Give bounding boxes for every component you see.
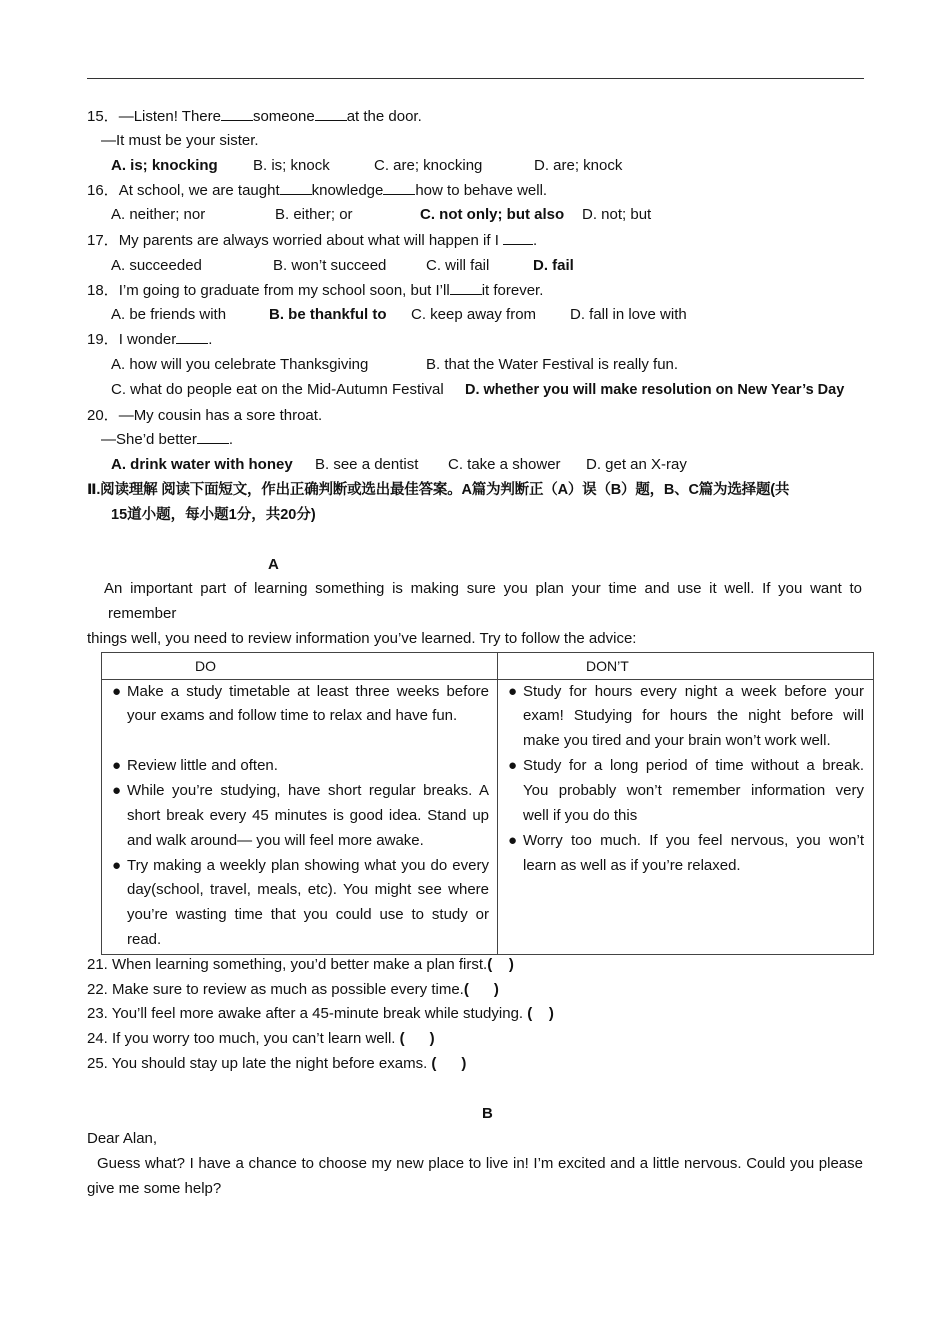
do-list: [102, 680, 497, 954]
stem-text: knowledge: [311, 182, 384, 199]
do-header-cell: [102, 653, 498, 680]
option-a: A. neither; nor: [111, 206, 206, 223]
answer-blank: [176, 330, 208, 344]
stem-text: it forever.: [481, 282, 544, 299]
letter-body: Guess what? I have a chance to choose my new place to live in! I’m excited and a little nervous. Could you please: [97, 1155, 863, 1172]
table-line: [508, 856, 864, 876]
option-a: A. drink water with honey: [111, 456, 293, 473]
table-line-text: you’re wasting time that you could use to study or: [127, 906, 489, 923]
statement-text: 24. If you worry too much, you can’t learn well.: [87, 1030, 400, 1047]
statement-25: [87, 1054, 466, 1074]
table-line: [508, 731, 864, 751]
option-b: B. be thankful to: [269, 306, 387, 323]
question-number: 20．: [87, 407, 119, 424]
table-line: [112, 806, 489, 826]
table-line: [508, 706, 864, 726]
question-number: 16．: [87, 182, 119, 199]
section-heading-cont: 15道小题，每小题1分，共20分): [111, 507, 316, 523]
table-line-text: exam! Studying for hours the night before will: [523, 707, 864, 724]
answer-blank: [280, 181, 312, 195]
answer-paren: ( ): [487, 956, 514, 973]
answer-paren: ( ): [463, 981, 499, 998]
table-line-text: While you’re studying, have short regular breaks. A: [127, 782, 489, 799]
question-15-reply: —It must be your sister.: [101, 132, 259, 149]
stem-text: at the door.: [346, 108, 422, 125]
table-line-text: Worry too much. If you feel nervous, you won’t: [523, 832, 864, 849]
answer-blank: [450, 281, 482, 295]
table-line-text: read.: [127, 931, 162, 948]
question-16-stem: [87, 181, 547, 201]
dont-cell: [498, 680, 874, 955]
answer-paren: ( ): [399, 1030, 435, 1047]
stem-text: At school, we are taught: [118, 182, 280, 199]
option-b: B. that the Water Festival is really fun.: [426, 356, 679, 373]
statement-text: 21. When learning something, you’d better make a plan first.: [87, 956, 488, 973]
table-line-text: You probably won’t remember information very: [523, 782, 864, 799]
table-line: [112, 706, 489, 726]
section-heading: Ⅱ.阅读理解 阅读下面短文，作出正确判断或选出最佳答案。A篇为判断正（A）误（B）题，B、C篇为选择题(共: [87, 482, 790, 498]
option-d: D. whether you will make resolution on New Year’s Day: [465, 382, 845, 398]
option-b: B. see a dentist: [315, 456, 419, 473]
table-line: [112, 781, 489, 801]
table-line: [508, 682, 864, 702]
table-line: [112, 930, 489, 950]
option-b: B. either; or: [275, 206, 353, 223]
table-line-text: short break every 45 minutes is good idea. Stand up: [127, 807, 489, 824]
table-line-text: Study for hours every night a week before your: [523, 683, 864, 700]
bullet-icon: ●: [112, 683, 122, 700]
option-a: A. be friends with: [111, 306, 227, 323]
letter-body-cont: give me some help?: [87, 1180, 222, 1197]
passage-a-intro: An important part of learning something is making sure you plan your time and use it well. If you want to: [104, 580, 862, 597]
question-19-stem: [87, 330, 212, 350]
stem-text: I wonder: [118, 331, 177, 348]
dont-header: DON’T: [586, 658, 629, 674]
answer-blank: [383, 181, 415, 195]
table-line-text: Review little and often.: [127, 757, 278, 774]
option-d: D. fall in love with: [570, 306, 687, 323]
stem-text: .: [533, 232, 538, 249]
passage-a-intro-cont: remember: [108, 605, 177, 622]
answer-blank: [315, 107, 347, 121]
stem-text: .: [228, 431, 234, 448]
bullet-icon: ●: [508, 832, 518, 849]
table-line: [112, 905, 489, 925]
statement-text: 23. You’ll feel more awake after a 45-minute break while studying.: [87, 1005, 528, 1022]
stem-text: My parents are always worried about what will happen if I: [118, 232, 499, 249]
table-line: [508, 806, 864, 826]
answer-blank: [503, 231, 533, 245]
statement-text: 22. Make sure to review as much as possible every time.: [87, 981, 464, 998]
option-d: D. get an X-ray: [586, 456, 687, 473]
question-15-stem: [87, 107, 422, 127]
option-b: B. is; knock: [253, 157, 330, 174]
statement-21: [87, 955, 514, 975]
option-c: C. take a shower: [448, 456, 561, 473]
bullet-icon: ●: [112, 857, 122, 874]
stem-text: how to behave well.: [415, 182, 548, 199]
stem-text: someone: [252, 108, 315, 125]
passage-b-title: B: [482, 1105, 493, 1122]
statement-23: [87, 1004, 554, 1024]
passage-a-intro-cont: things well, you need to review information you’ve learned. Try to follow the advice:: [87, 630, 637, 647]
statement-text: 25. You should stay up late the night before exams.: [87, 1055, 432, 1072]
option-c: C. will fail: [426, 257, 490, 274]
option-d: D. fail: [533, 257, 574, 274]
question-17-stem: [87, 231, 537, 251]
table-line-text: Make a study timetable at least three weeks before: [127, 683, 489, 700]
question-number: 18．: [87, 282, 119, 299]
question-number: 17．: [87, 232, 119, 249]
bullet-icon: ●: [508, 683, 518, 700]
table-line: [508, 781, 864, 801]
table-line: [112, 756, 489, 776]
table-line: [508, 831, 864, 851]
table-line: [508, 756, 864, 776]
table-line-text: Study for a long period of time without a break.: [523, 757, 864, 774]
answer-blank: [221, 107, 253, 121]
stem-text: .: [208, 331, 213, 348]
stem-text: —Listen! There: [118, 108, 221, 125]
option-a: A. how will you celebrate Thanksgiving: [111, 356, 369, 373]
do-header: DO: [195, 658, 216, 674]
table-line-text: Try making a weekly plan showing what you do every: [127, 857, 489, 874]
do-cell: [102, 680, 498, 955]
answer-paren: ( ): [431, 1055, 467, 1072]
stem-text: —She’d better: [101, 431, 197, 448]
stem-text: I’m going to graduate from my school soon, but I’ll: [118, 282, 450, 299]
option-c: C. what do people eat on the Mid-Autumn Festival: [111, 381, 444, 398]
statement-22: [87, 980, 499, 1000]
passage-a-title: A: [268, 556, 279, 573]
option-c: C. not only; but also: [420, 206, 565, 223]
option-c: C. are; knocking: [374, 157, 483, 174]
table-line: [112, 682, 489, 702]
dont-header-cell: [498, 653, 874, 680]
option-a: A. is; knocking: [111, 157, 218, 174]
question-number: 15．: [87, 108, 119, 125]
option-d: D. are; knock: [534, 157, 623, 174]
option-d: D. not; but: [582, 206, 652, 223]
question-18-stem: [87, 281, 543, 301]
advice-table: [101, 652, 874, 955]
table-line: [112, 831, 489, 851]
table-line-text: make you tired and your brain won’t work well.: [523, 732, 831, 749]
table-line-text: learn as well as if you’re relaxed.: [523, 857, 741, 874]
stem-text: —My cousin has a sore throat.: [118, 407, 323, 424]
question-number: 19．: [87, 331, 119, 348]
letter-salutation: Dear Alan,: [87, 1130, 158, 1147]
table-line-text: well if you do this: [523, 807, 638, 824]
option-a: A. succeeded: [111, 257, 202, 274]
statement-24: [87, 1029, 435, 1049]
header-rule: [87, 78, 864, 79]
dont-list: [498, 680, 873, 954]
question-20-reply: [101, 430, 233, 450]
table-line: [112, 880, 489, 900]
option-b: B. won’t succeed: [273, 257, 387, 274]
bullet-icon: ●: [112, 757, 122, 774]
answer-paren: ( ): [527, 1005, 554, 1022]
table-line-text: and walk around— you will feel more awake.: [127, 832, 424, 849]
question-20-stem: [87, 406, 322, 426]
option-c: C. keep away from: [411, 306, 537, 323]
table-line-text: day(school, travel, meals, etc). You might see where: [127, 881, 489, 898]
bullet-icon: ●: [508, 757, 518, 774]
table-line-text: your exams and follow time to relax and have fun.: [127, 707, 458, 724]
answer-blank: [197, 430, 229, 444]
table-line: [112, 856, 489, 876]
bullet-icon: ●: [112, 782, 122, 799]
